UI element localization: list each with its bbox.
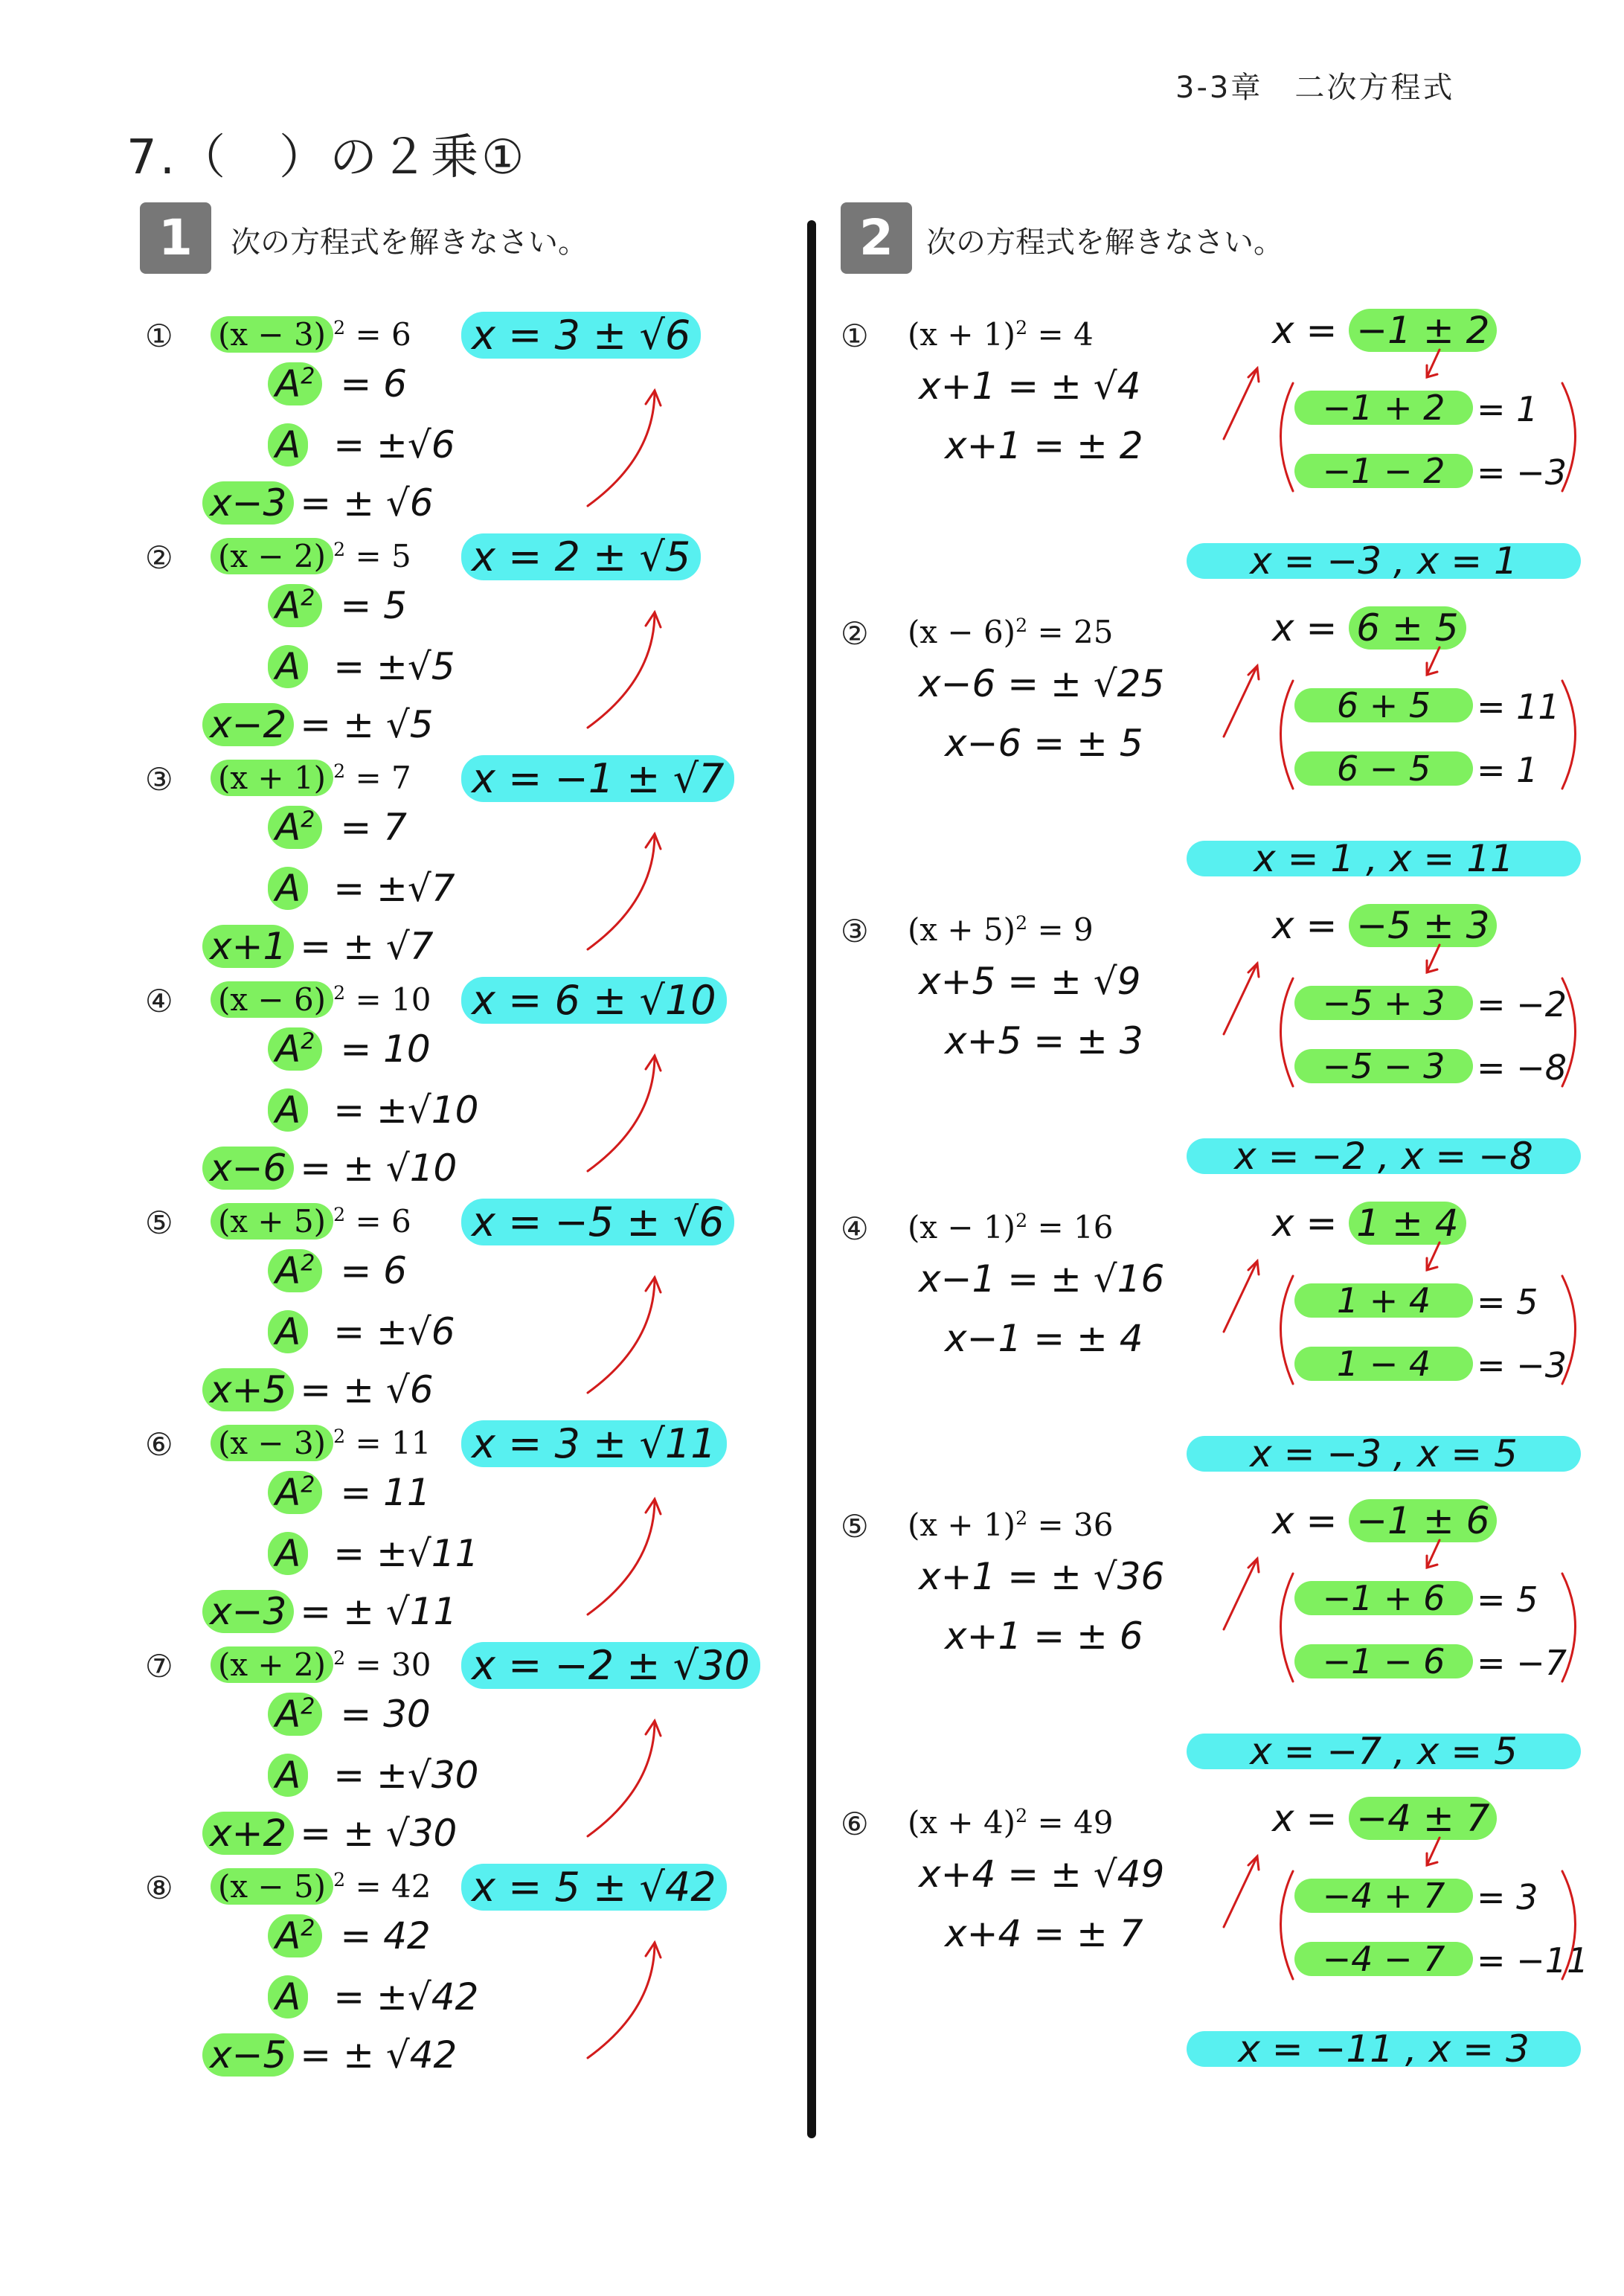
problem-number: ② bbox=[145, 539, 173, 576]
left-paren bbox=[1281, 1871, 1294, 1979]
equation-lhs: (x + 5) bbox=[908, 911, 1016, 948]
a-letter: A bbox=[275, 1249, 301, 1292]
superscript-2: 2 bbox=[333, 317, 346, 339]
problem-number: ⑧ bbox=[145, 1870, 173, 1906]
plus-minus-expression: −1 ± 6 bbox=[1349, 1499, 1497, 1542]
equation-lhs: (x − 6) bbox=[908, 614, 1016, 650]
problem-number: ⑦ bbox=[145, 1648, 173, 1684]
red-arrow bbox=[1224, 368, 1257, 439]
down-arrow bbox=[1427, 945, 1440, 972]
superscript-2: 2 bbox=[333, 982, 346, 1004]
a-exp: 2 bbox=[301, 363, 315, 390]
substitution-value: = ± √10 bbox=[300, 1147, 458, 1190]
red-arrow bbox=[588, 612, 655, 728]
substitution: x+1 bbox=[202, 925, 294, 968]
final-answer: x = −3 , x = 5 bbox=[1187, 1436, 1581, 1472]
plus-case: −5 + 3 bbox=[1294, 986, 1473, 1020]
minus-result: = −8 bbox=[1477, 1048, 1567, 1088]
equation-lhs: (x − 2) bbox=[211, 538, 333, 574]
x-var: x bbox=[1272, 1202, 1294, 1245]
equation-rhs: = 4 bbox=[1027, 316, 1094, 353]
a-exp: 2 bbox=[301, 1915, 315, 1942]
a-value: = ±√6 bbox=[333, 1310, 455, 1353]
plus-result: = 1 bbox=[1477, 389, 1538, 429]
red-arrow bbox=[588, 391, 655, 506]
equation-lhs: (x + 1) bbox=[211, 760, 333, 796]
equation-lhs: (x + 1) bbox=[908, 1507, 1016, 1543]
plus-case: −4 + 7 bbox=[1294, 1879, 1473, 1913]
substitution: x+5 bbox=[202, 1368, 294, 1411]
a-letter: A bbox=[275, 1914, 301, 1957]
a-exp: 2 bbox=[301, 1028, 315, 1055]
plus-minus-expression: 6 ± 5 bbox=[1349, 606, 1466, 650]
substitution-value: = ± √6 bbox=[300, 1368, 434, 1411]
left-paren bbox=[1281, 978, 1294, 1086]
substitution-value: = ± √11 bbox=[300, 1590, 458, 1633]
equals-sign: = bbox=[1294, 1202, 1349, 1245]
a-symbol: A bbox=[268, 645, 308, 688]
right-paren bbox=[1562, 1871, 1576, 1979]
answer-text: x = 3 ± √11 bbox=[461, 1420, 727, 1467]
a-squared-value: = 7 bbox=[340, 806, 407, 849]
red-arrow bbox=[1224, 1261, 1257, 1332]
a-value: = ±√11 bbox=[333, 1532, 479, 1575]
section2-badge: 2 bbox=[841, 202, 912, 274]
root-line: x+1 = ± √36 bbox=[919, 1555, 1165, 1598]
a-symbol: A bbox=[268, 423, 308, 466]
x-var: x bbox=[1272, 1499, 1294, 1542]
equation-lhs: (x + 4) bbox=[908, 1804, 1016, 1841]
a-symbol: A bbox=[268, 1310, 308, 1353]
root-line: x+5 = ± √9 bbox=[919, 960, 1141, 1003]
equation-lhs: (x + 2) bbox=[211, 1646, 333, 1683]
minus-case: −1 − 2 bbox=[1294, 454, 1473, 488]
red-arrow bbox=[1224, 666, 1257, 737]
minus-result: = 1 bbox=[1477, 750, 1538, 790]
superscript-2: 2 bbox=[1015, 912, 1028, 934]
answer-text: x = 3 ± √6 bbox=[461, 312, 701, 359]
equals-sign: = bbox=[1294, 904, 1349, 947]
answer-text: x = −1 ± √7 bbox=[461, 755, 734, 802]
right-paren bbox=[1562, 1276, 1576, 1384]
equation-rhs: = 6 bbox=[345, 316, 411, 353]
substitution: x−3 bbox=[202, 1590, 294, 1633]
equation-rhs: = 6 bbox=[345, 1203, 411, 1240]
equation-rhs: = 30 bbox=[345, 1646, 431, 1683]
down-arrow bbox=[1427, 350, 1440, 377]
substitution: x+2 bbox=[202, 1812, 294, 1855]
a-exp: 2 bbox=[301, 1472, 315, 1498]
section1-instruction: 次の方程式を解きなさい。 bbox=[231, 225, 588, 260]
red-arrow bbox=[1224, 963, 1257, 1034]
red-arrow bbox=[588, 1721, 655, 1836]
x-var: x bbox=[1272, 309, 1294, 352]
equation-lhs: (x − 3) bbox=[211, 1425, 333, 1461]
equation-rhs: = 16 bbox=[1027, 1209, 1114, 1245]
right-paren bbox=[1562, 1574, 1576, 1681]
equals-sign: = bbox=[1294, 1499, 1349, 1542]
superscript-2: 2 bbox=[333, 1204, 346, 1225]
a-squared-value: = 5 bbox=[340, 584, 407, 627]
superscript-2: 2 bbox=[333, 1869, 346, 1891]
minus-result: = −11 bbox=[1477, 1940, 1589, 1981]
plus-minus-expression: −5 ± 3 bbox=[1349, 904, 1497, 947]
a-exp: 2 bbox=[301, 807, 315, 833]
a-value: = ±√42 bbox=[333, 1975, 479, 2018]
equals-sign: = bbox=[1294, 309, 1349, 352]
a-squared-value: = 6 bbox=[340, 1249, 407, 1292]
superscript-2: 2 bbox=[1015, 1507, 1028, 1529]
red-arrow bbox=[588, 1499, 655, 1614]
substitution: x−6 bbox=[202, 1147, 294, 1190]
chapter-label: 3-3章 二次方程式 bbox=[1175, 71, 1455, 105]
root-line: x−6 = ± √25 bbox=[919, 662, 1165, 705]
left-paren bbox=[1281, 383, 1294, 491]
a-value: = ±√5 bbox=[333, 645, 455, 688]
a-exp: 2 bbox=[301, 1693, 315, 1720]
plus-minus-expression: 1 ± 4 bbox=[1349, 1202, 1466, 1245]
superscript-2: 2 bbox=[1015, 1805, 1028, 1827]
down-arrow bbox=[1427, 647, 1440, 675]
plus-case: 1 + 4 bbox=[1294, 1283, 1473, 1318]
a-value: = ±√6 bbox=[333, 423, 455, 466]
problem-number: ① bbox=[145, 318, 173, 354]
plus-result: = 5 bbox=[1477, 1282, 1538, 1322]
result-line: x−1 = ± 4 bbox=[945, 1317, 1143, 1360]
a-letter: A bbox=[275, 362, 301, 405]
superscript-2: 2 bbox=[333, 539, 346, 560]
result-line: x+1 = ± 6 bbox=[945, 1614, 1143, 1658]
final-answer: x = −3 , x = 1 bbox=[1187, 543, 1581, 579]
down-arrow bbox=[1427, 1242, 1440, 1270]
plus-case: −1 + 2 bbox=[1294, 391, 1473, 425]
equation-rhs: = 25 bbox=[1027, 614, 1114, 650]
result-line: x+4 = ± 7 bbox=[945, 1912, 1143, 1955]
plus-result: = −2 bbox=[1477, 984, 1567, 1024]
minus-case: −4 − 7 bbox=[1294, 1942, 1473, 1976]
a-exp: 2 bbox=[301, 585, 315, 612]
minus-case: 6 − 5 bbox=[1294, 751, 1473, 786]
equation-rhs: = 36 bbox=[1027, 1507, 1114, 1543]
a-exp: 2 bbox=[301, 1250, 315, 1277]
equation-lhs: (x − 3) bbox=[211, 316, 333, 353]
substitution: x−3 bbox=[202, 481, 294, 525]
root-line: x−1 = ± √16 bbox=[919, 1257, 1165, 1301]
problem-number: ⑤ bbox=[145, 1205, 173, 1241]
superscript-2: 2 bbox=[333, 760, 346, 782]
equation-rhs: = 10 bbox=[345, 981, 431, 1018]
result-line: x+5 = ± 3 bbox=[945, 1019, 1143, 1062]
a-squared-value: = 42 bbox=[340, 1914, 431, 1957]
substitution: x−5 bbox=[202, 2033, 294, 2077]
right-paren bbox=[1562, 681, 1576, 789]
a-symbol: A bbox=[268, 1088, 308, 1132]
right-paren bbox=[1562, 383, 1576, 491]
a-symbol: A bbox=[268, 867, 308, 910]
substitution-value: = ± √5 bbox=[300, 703, 434, 746]
plus-minus-expression: −4 ± 7 bbox=[1349, 1797, 1497, 1840]
superscript-2: 2 bbox=[1015, 317, 1028, 339]
a-squared-value: = 30 bbox=[340, 1693, 431, 1736]
down-arrow bbox=[1427, 1540, 1440, 1568]
plus-result: = 3 bbox=[1477, 1877, 1538, 1917]
red-arrow bbox=[1224, 1856, 1257, 1927]
x-var: x bbox=[1272, 904, 1294, 947]
problem-number: ⑥ bbox=[841, 1806, 869, 1842]
superscript-2: 2 bbox=[1015, 615, 1028, 636]
left-paren bbox=[1281, 1276, 1294, 1384]
equation-lhs: (x + 5) bbox=[211, 1203, 333, 1240]
equation-lhs: (x − 1) bbox=[908, 1209, 1016, 1245]
problem-number: ⑥ bbox=[145, 1426, 173, 1463]
a-letter: A bbox=[275, 1693, 301, 1736]
problem-number: ③ bbox=[841, 913, 869, 949]
a-squared-value: = 6 bbox=[340, 362, 407, 405]
left-paren bbox=[1281, 1574, 1294, 1681]
answer-text: x = 2 ± √5 bbox=[461, 533, 701, 580]
final-answer: x = 1 , x = 11 bbox=[1187, 841, 1581, 876]
substitution-value: = ± √7 bbox=[300, 925, 434, 968]
equation-rhs: = 11 bbox=[345, 1425, 431, 1461]
root-line: x+1 = ± √4 bbox=[919, 365, 1141, 408]
problem-number: ④ bbox=[841, 1210, 869, 1247]
red-arrow bbox=[588, 1943, 655, 2058]
a-symbol: A bbox=[268, 1532, 308, 1575]
minus-result: = −7 bbox=[1477, 1643, 1567, 1683]
equation-rhs: = 49 bbox=[1027, 1804, 1114, 1841]
substitution-value: = ± √30 bbox=[300, 1812, 458, 1855]
plus-result: = 5 bbox=[1477, 1580, 1538, 1620]
plus-result: = 11 bbox=[1477, 687, 1560, 727]
plus-case: −1 + 6 bbox=[1294, 1581, 1473, 1615]
plus-case: 6 + 5 bbox=[1294, 688, 1473, 722]
a-value: = ±√30 bbox=[333, 1754, 479, 1797]
final-answer: x = −11 , x = 3 bbox=[1187, 2031, 1581, 2067]
a-symbol: A bbox=[268, 1975, 308, 2018]
x-var: x bbox=[1272, 606, 1294, 650]
a-symbol: A bbox=[268, 1754, 308, 1797]
red-arrow bbox=[588, 834, 655, 949]
a-letter: A bbox=[275, 806, 301, 849]
section1-badge: 1 bbox=[140, 202, 211, 274]
a-value: = ±√7 bbox=[333, 867, 455, 910]
a-letter: A bbox=[275, 1027, 301, 1071]
minus-result: = −3 bbox=[1477, 1345, 1567, 1385]
equation-rhs: = 42 bbox=[345, 1868, 431, 1905]
plus-minus-expression: −1 ± 2 bbox=[1349, 309, 1497, 352]
minus-case: −1 − 6 bbox=[1294, 1644, 1473, 1678]
red-arrow bbox=[588, 1277, 655, 1393]
answer-text: x = −5 ± √6 bbox=[461, 1199, 734, 1245]
x-var: x bbox=[1272, 1797, 1294, 1840]
problem-number: ③ bbox=[145, 761, 173, 798]
page-title: 7.（ ）の２乗① bbox=[126, 130, 527, 185]
problem-number: ① bbox=[841, 318, 869, 354]
answer-text: x = −2 ± √30 bbox=[461, 1642, 760, 1689]
minus-result: = −3 bbox=[1477, 452, 1567, 493]
left-paren bbox=[1281, 681, 1294, 789]
answer-text: x = 6 ± √10 bbox=[461, 977, 727, 1024]
superscript-2: 2 bbox=[333, 1647, 346, 1669]
final-answer: x = −7 , x = 5 bbox=[1187, 1734, 1581, 1769]
problem-number: ④ bbox=[145, 983, 173, 1019]
result-line: x−6 = ± 5 bbox=[945, 722, 1143, 765]
equation-rhs: = 7 bbox=[345, 760, 411, 796]
red-arrow bbox=[588, 1056, 655, 1171]
equals-sign: = bbox=[1294, 1797, 1349, 1840]
a-value: = ±√10 bbox=[333, 1088, 479, 1132]
a-squared-value: = 10 bbox=[340, 1027, 431, 1071]
final-answer: x = −2 , x = −8 bbox=[1187, 1138, 1581, 1174]
superscript-2: 2 bbox=[1015, 1210, 1028, 1231]
equation-lhs: (x − 6) bbox=[211, 981, 333, 1018]
red-arrow bbox=[1224, 1559, 1257, 1629]
equation-rhs: = 5 bbox=[345, 538, 411, 574]
equation-lhs: (x + 1) bbox=[908, 316, 1016, 353]
superscript-2: 2 bbox=[333, 1426, 346, 1447]
problem-number: ② bbox=[841, 615, 869, 652]
equation-lhs: (x − 5) bbox=[211, 1868, 333, 1905]
root-line: x+4 = ± √49 bbox=[919, 1853, 1165, 1896]
a-squared-value: = 11 bbox=[340, 1471, 431, 1514]
equation-rhs: = 9 bbox=[1027, 911, 1094, 948]
answer-text: x = 5 ± √42 bbox=[461, 1864, 727, 1911]
problem-number: ⑤ bbox=[841, 1508, 869, 1545]
substitution: x−2 bbox=[202, 703, 294, 746]
minus-case: 1 − 4 bbox=[1294, 1347, 1473, 1381]
result-line: x+1 = ± 2 bbox=[945, 424, 1143, 467]
a-letter: A bbox=[275, 584, 301, 627]
right-paren bbox=[1562, 978, 1576, 1086]
down-arrow bbox=[1427, 1838, 1440, 1865]
substitution-value: = ± √42 bbox=[300, 2033, 458, 2077]
equals-sign: = bbox=[1294, 606, 1349, 650]
minus-case: −5 − 3 bbox=[1294, 1049, 1473, 1083]
section2-instruction: 次の方程式を解きなさい。 bbox=[926, 225, 1283, 260]
a-letter: A bbox=[275, 1471, 301, 1514]
substitution-value: = ± √6 bbox=[300, 481, 434, 525]
